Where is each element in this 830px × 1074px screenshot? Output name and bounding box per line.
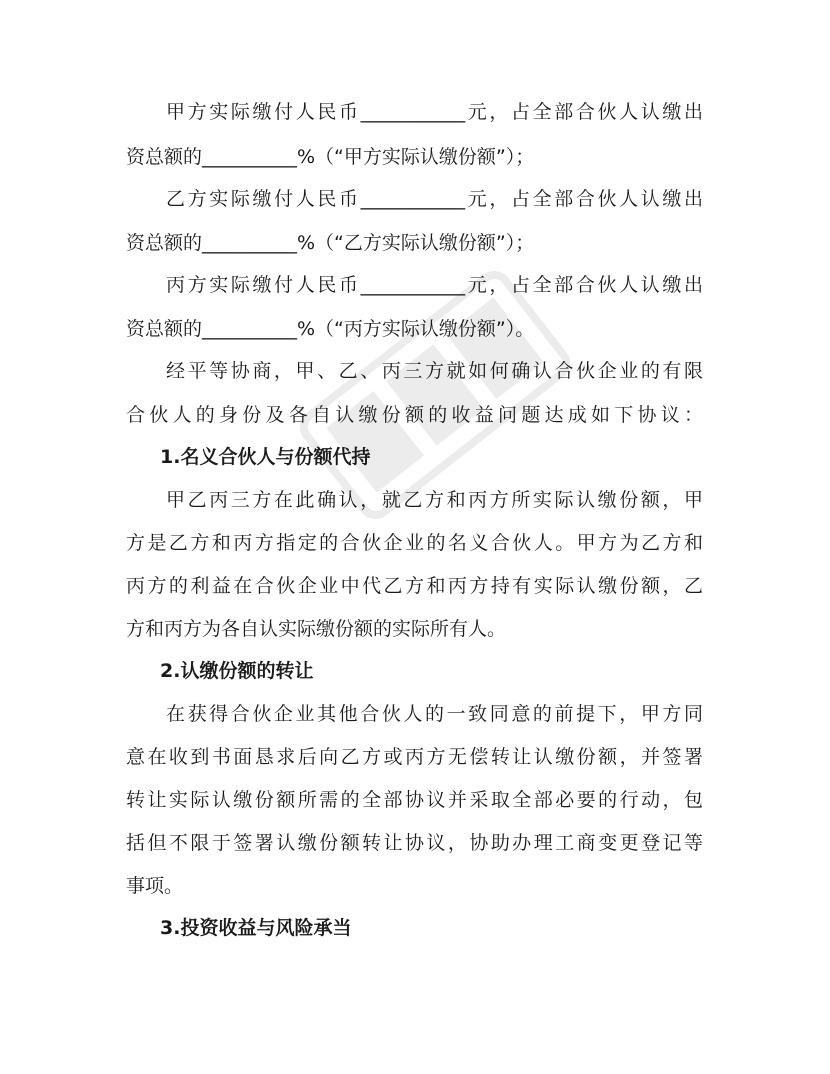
paragraph-line: 转让实际认缴份额所需的全部协议并采取全部必要的行动，包 (126, 789, 703, 811)
paragraph-line: 资总额的__________%（“乙方实际认缴份额”）； (126, 232, 535, 254)
section-heading: 3.投资收益与风险承当 (160, 917, 352, 939)
paragraph-line: 资总额的__________%（“丙方实际认缴份额”）。 (126, 318, 535, 340)
paragraph-line: 甲乙丙三方在此确认，就乙方和丙方所实际认缴份额，甲 (166, 489, 703, 511)
paragraph-line: 甲方实际缴付人民币___________元，占全部合伙人认缴出 (166, 101, 703, 123)
paragraph-line: 合伙人的身份及各自认缴份额的收益问题达成如下协议： (126, 404, 703, 426)
paragraph-line: 经平等协商，甲、乙、丙三方就如何确认合伙企业的有限 (166, 360, 703, 382)
paragraph-line: 丙方实际缴付人民币___________元，占全部合伙人认缴出 (166, 274, 703, 296)
section-heading: 2.认缴份额的转让 (160, 660, 314, 682)
paragraph-line: 意在收到书面恳求后向乙方或丙方无偿转让认缴份额，并签署 (126, 746, 703, 768)
paragraph-line: 资总额的__________%（“甲方实际认缴份额”）； (126, 146, 535, 168)
paragraph-line: 在获得合伙企业其他合伙人的一致同意的前提下，甲方同 (166, 703, 703, 725)
paragraph-line: 事项。 (126, 875, 184, 897)
section-heading: 1.名义合伙人与份额代持 (160, 446, 371, 468)
paragraph-line: 方和丙方为各自认实际缴份额的实际所有人。 (126, 618, 507, 640)
paragraph-line: 括但不限于签署认缴份额转让协议，协助办理工商变更登记等 (126, 832, 703, 854)
paragraph-line: 乙方实际缴付人民币___________元，占全部合伙人认缴出 (166, 188, 703, 210)
watermark-stamp-icon (293, 264, 578, 527)
paragraph-line: 方是乙方和丙方指定的合伙企业的名义合伙人。甲方为乙方和 (126, 532, 703, 554)
paragraph-line: 丙方的利益在合伙企业中代乙方和丙方持有实际认缴份额，乙 (126, 575, 703, 597)
